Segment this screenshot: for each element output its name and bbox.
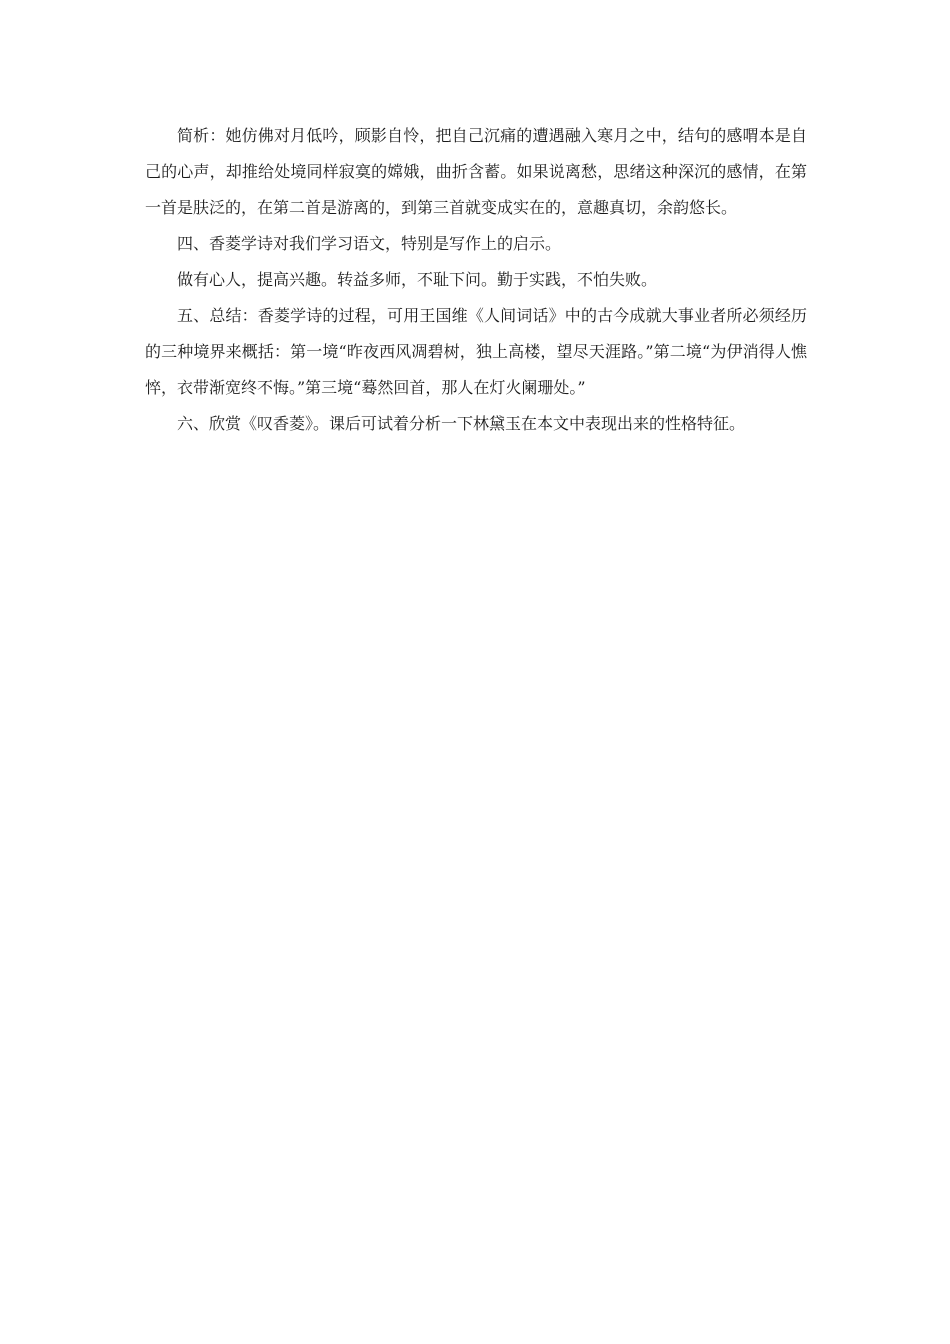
paragraph-analysis: 简析：她仿佛对月低吟，顾影自怜，把自己沉痛的遭遇融入寒月之中，结句的感喟本是自己的心声，却推给处境同样寂寞的嫦娥，曲折含蓄。如果说离愁，思绪这种深沉的感情，在第一首是肤泛的，在第二首是游离的，到第三首就变成实在的，意趣真切，余韵悠长。 — [145, 126, 807, 217]
paragraph-section-five: 五、总结：香菱学诗的过程，可用王国维《人间词话》中的古今成就大事业者所必须经历的三种境界来概括：第一境“昨夜西风凋碧树，独上高楼，望尽天涯路。”第二境“为伊消得人憔悴，衣带渐宽终不悔。”第三境“蓦然回首，那人在灯火阑珊处。” — [145, 306, 807, 397]
paragraph-section-six: 六、欣赏《叹香菱》。课后可试着分析一下林黛玉在本文中表现出来的性格特征。 — [177, 414, 746, 433]
paragraph-section-four: 四、香菱学诗对我们学习语文，特别是写作上的启示。 — [177, 234, 562, 253]
paragraph-section-four-detail: 做有心人，提高兴趣。转益多师，不耻下问。勤于实践，不怕失败。 — [177, 270, 658, 289]
document-body — [145, 118, 807, 442]
